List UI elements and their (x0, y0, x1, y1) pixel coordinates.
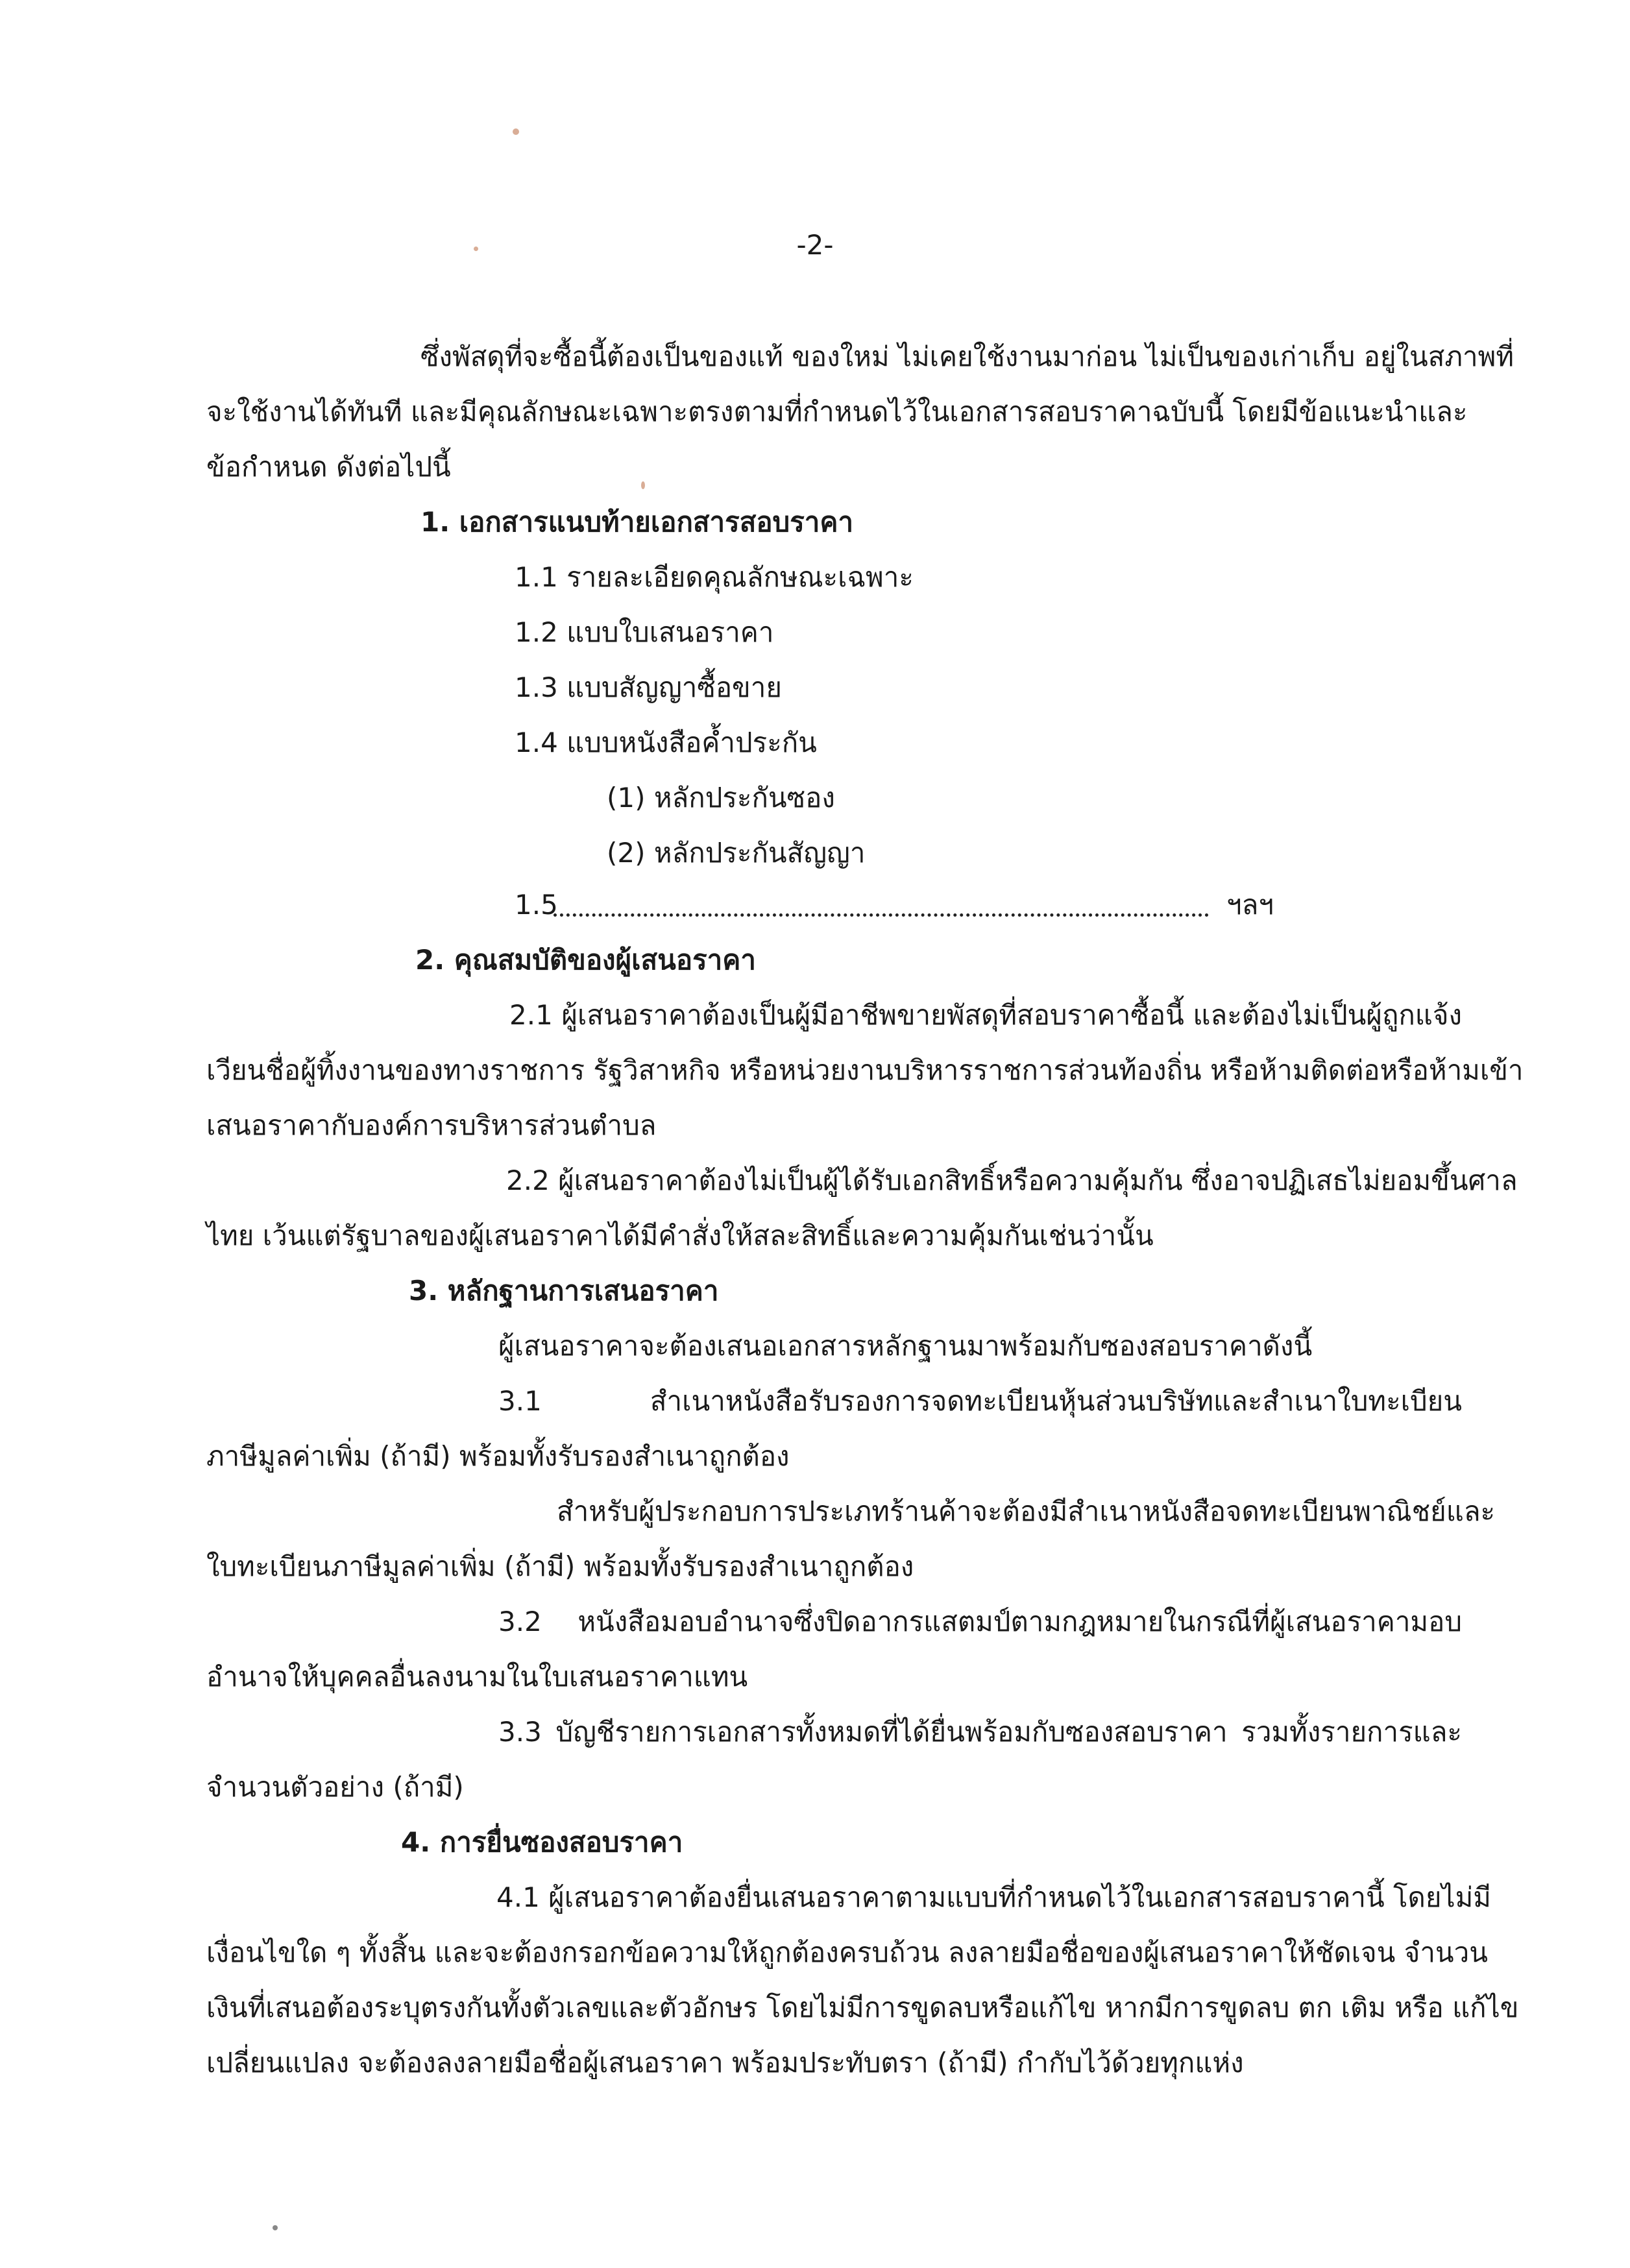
section4-p41-line-3: เงินที่เสนอต้องระบุตรงกันทั้งตัวเลขและตัวอักษร โดยไม่มีการขูดลบหรือแก้ไข หากมีการขูดลบ ตก เติม หรือ แก้ไข (206, 1992, 1519, 2023)
section1-item-3: 1.3 แบบสัญญาซื้อขาย (515, 671, 782, 703)
section4-p41-line-2: เงื่อนไขใด ๆ ทั้งสิ้น และจะต้องกรอกข้อความให้ถูกต้องครบถ้วน ลงลายมือชื่อของผู้เสนอราคาให้ชัดเจน จำนวน (206, 1936, 1488, 1968)
section2-p21-line-2: เวียนชื่อผู้ทิ้งงานของทางราชการ รัฐวิสาหกิจ หรือหน่วยงานบริหารราชการส่วนท้องถิ่น หรือห้ามติดต่อหรือห้ามเข้า (206, 1054, 1524, 1086)
scan-speck (273, 2225, 278, 2230)
section1-item-5-suffix: ฯลฯ (1226, 889, 1274, 921)
section2-p21-line-1: 2.1 ผู้เสนอราคาต้องเป็นผู้มีอาชีพขายพัสดุที่สอบราคาซื้อนี้ และต้องไม่เป็นผู้ถูกแจ้ง (509, 999, 1462, 1031)
section2-p21-line-3: เสนอราคากับองค์การบริหารส่วนตำบล (206, 1109, 657, 1141)
scan-speck (513, 128, 519, 135)
section1-item-2: 1.2 แบบใบเสนอราคา (515, 616, 774, 648)
section2-heading: 2. คุณสมบัติของผู้เสนอราคา (415, 944, 756, 976)
section1-item-5-number: 1.5 (515, 889, 558, 921)
page-number: -2- (796, 229, 834, 261)
section3-p32-line-1: 3.2 หนังสือมอบอำนาจซึ่งปิดอากรแสตมป์ตามกฎหมายในกรณีที่ผู้เสนอราคามอบ (498, 1606, 1462, 1637)
intro-line-2: จะใช้งานได้ทันที และมีคุณลักษณะเฉพาะตรงตามที่กำหนดไว้ในเอกสารสอบราคาฉบับนี้ โดยมีข้อแนะนำและ (206, 396, 1468, 428)
section3-p33-line-2: จำนวนตัวอย่าง (ถ้ามี) (206, 1771, 464, 1803)
section4-heading: 4. การยื่นซองสอบราคา (401, 1826, 683, 1858)
section4-p41-line-1: 4.1 ผู้เสนอราคาต้องยื่นเสนอราคาตามแบบที่กำหนดไว้ในเอกสารสอบราคานี้ โดยไม่มี (496, 1881, 1491, 1913)
intro-line-1: ซึ่งพัสดุที่จะซื้อนี้ต้องเป็นของแท้ ของใหม่ ไม่เคยใช้งานมาก่อน ไม่เป็นของเก่าเก็บ อยู่ในสภาพที่ (420, 341, 1514, 372)
section3-p32-line-2: อำนาจให้บุคคลอื่นลงนามในใบเสนอราคาแทน (206, 1661, 748, 1693)
section2-p22-line-1: 2.2 ผู้เสนอราคาต้องไม่เป็นผู้ได้รับเอกสิทธิ์หรือความคุ้มกัน ซึ่งอาจปฏิเสธไม่ยอมขึ้นศาล (506, 1164, 1518, 1196)
scan-speck (641, 481, 645, 489)
fill-in-dotted-line (553, 913, 1209, 917)
section3-p31-line-1: 3.1 สำเนาหนังสือรับรองการจดทะเบียนหุ้นส่วนบริษัทและสำเนาใบทะเบียน (498, 1385, 1462, 1417)
section3-lead: ผู้เสนอราคาจะต้องเสนอเอกสารหลักฐานมาพร้อมกับซองสอบราคาดังนี้ (498, 1330, 1313, 1362)
section1-heading: 1. เอกสารแนบท้ายเอกสารสอบราคา (420, 506, 854, 538)
intro-line-3: ข้อกำหนด ดังต่อไปนี้ (206, 451, 451, 483)
section3-p31-line-2: ภาษีมูลค่าเพิ่ม (ถ้ามี) พร้อมทั้งรับรองสำเนาถูกต้อง (206, 1440, 790, 1472)
section1-subitem-2: (2) หลักประกันสัญญา (607, 837, 866, 869)
section3-p31b-line-1: สำหรับผู้ประกอบการประเภทร้านค้าจะต้องมีสำเนาหนังสือจดทะเบียนพาณิชย์และ (557, 1495, 1496, 1527)
section3-heading: 3. หลักฐานการเสนอราคา (409, 1275, 719, 1307)
section3-p31b-line-2: ใบทะเบียนภาษีมูลค่าเพิ่ม (ถ้ามี) พร้อมทั้งรับรองสำเนาถูกต้อง (206, 1550, 914, 1582)
section3-p33-line-1: 3.3 บัญชีรายการเอกสารทั้งหมดที่ได้ยื่นพร้อมกับซองสอบราคา รวมทั้งรายการและ (498, 1716, 1462, 1748)
section1-item-4: 1.4 แบบหนังสือค้ำประกัน (515, 727, 817, 758)
section4-p41-line-4: เปลี่ยนแปลง จะต้องลงลายมือชื่อผู้เสนอราคา พร้อมประทับตรา (ถ้ามี) กำกับไว้ด้วยทุกแห่ง (206, 2047, 1244, 2079)
section1-subitem-1: (1) หลักประกันซอง (607, 782, 835, 814)
section1-item-1: 1.1 รายละเอียดคุณลักษณะเฉพาะ (515, 561, 914, 593)
scan-speck (474, 247, 478, 251)
section2-p22-line-2: ไทย เว้นแต่รัฐบาลของผู้เสนอราคาได้มีคำสั่งให้สละสิทธิ์และความคุ้มกันเช่นว่านั้น (206, 1220, 1154, 1251)
